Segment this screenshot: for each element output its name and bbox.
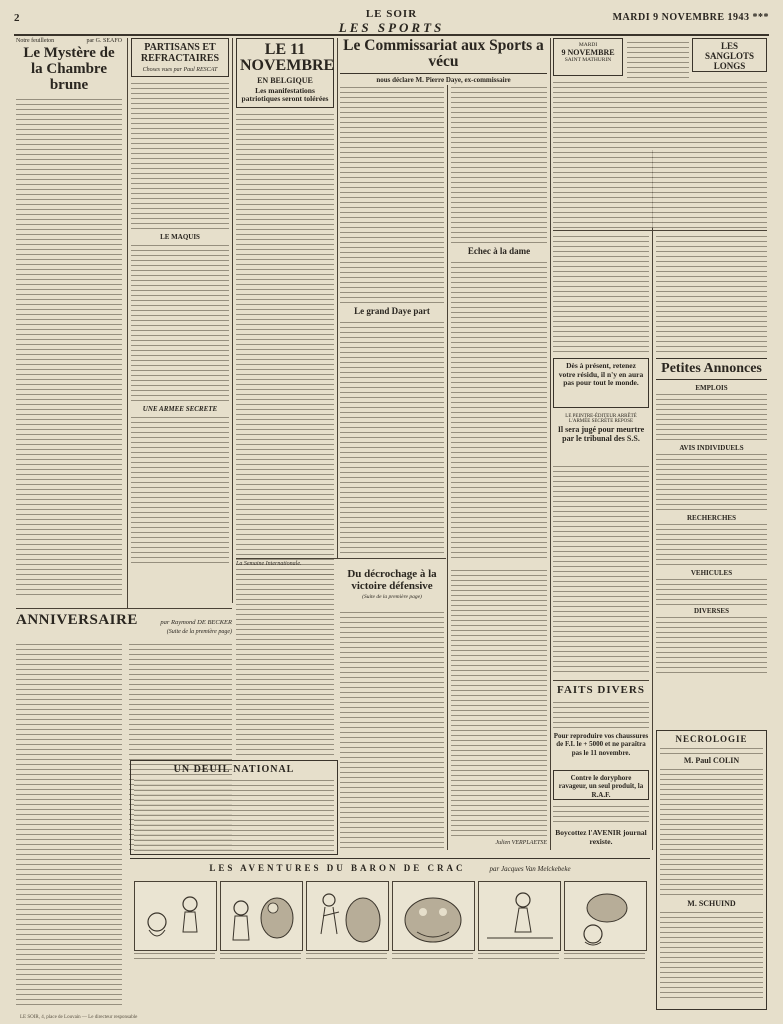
divider <box>553 230 767 231</box>
necrologie-name: M. Paul COLIN <box>683 756 740 765</box>
masthead <box>14 8 769 36</box>
anniversaire-body-left <box>16 642 122 1007</box>
divider <box>236 558 446 559</box>
feuilleton-body <box>16 97 122 597</box>
commissariat-subhead-2: Echec à la dame <box>467 246 531 256</box>
semaine-label: La Semaine Internationale. <box>236 561 302 567</box>
saint-name: SAINT MATHURIN <box>564 57 612 63</box>
commissariat-deck: nous déclare M. Pierre Daye, ex-commissaire <box>376 75 511 84</box>
feuilleton <box>16 38 122 597</box>
doryphore-box: Contre le doryphore ravageur, un seul produit, la R.A.F. <box>553 770 649 800</box>
onze-novembre-deck: Les manifestations patriotiques seront tolérées <box>241 86 329 104</box>
column-rule <box>337 38 338 558</box>
column-rule <box>447 85 448 850</box>
semaine-sub: (Suite de la première page) <box>362 594 422 601</box>
onze-novembre-article <box>236 38 334 577</box>
comic-panel-4 <box>392 881 475 951</box>
commissariat-subhead-1: Le grand Daye part <box>354 306 430 316</box>
sanglots-title: LES SANGLOTS LONGS <box>704 41 755 71</box>
commissariat-title: Le Commissariat aux Sports a vécu <box>340 38 547 74</box>
annonces-section-recherches: RECHERCHES <box>686 514 736 522</box>
annonces-section-avis: AVIS INDIVIDUELS <box>679 444 744 452</box>
divider <box>16 608 232 609</box>
column-rule <box>127 38 128 608</box>
legion-article <box>553 414 649 444</box>
semaine-title: Du décrochage à la victoire défensive <box>347 568 437 593</box>
comic-title: LES AVENTURES DU BARON DE CRAC <box>209 863 466 873</box>
onze-novembre-title: LE 11 NOVEMBRE <box>240 41 335 74</box>
annonces-section-vehicules: VEHICULES <box>690 569 733 577</box>
petites-annonces-title: Petites Annonces <box>656 358 767 380</box>
saint-box <box>553 38 623 76</box>
commissariat-article <box>340 38 547 84</box>
footer-imprint: LE SOIR, 4, place de Louvain — Le directeur responsable <box>20 1015 138 1020</box>
des-present-text: Dès à présent, retenez votre résidu, il n'y en aura pas pour tout le monde. <box>558 361 644 388</box>
partisans-author: Choses vues par Paul RESCAT <box>142 67 218 73</box>
comic-panel-1 <box>134 881 217 951</box>
annonces-section-emplois: EMPLOIS <box>695 384 728 392</box>
comic-panel-2 <box>220 881 303 951</box>
deuil-box <box>130 760 338 855</box>
divider <box>553 680 649 681</box>
column-rule <box>550 38 551 850</box>
faits-divers <box>553 684 649 696</box>
semaine-author: Julien VERPLAETSE <box>495 840 547 846</box>
feuilleton-author: par G. SEAFO <box>86 38 122 44</box>
anniversaire-author: par Raymond DE BECKER <box>160 619 232 626</box>
feuilleton-title: Le Mystère de la Chambre brune <box>23 45 115 93</box>
necrologie-title: NECROLOGIE <box>675 734 748 744</box>
partisans-title: PARTISANS ET REFRACTAIRES <box>140 42 220 64</box>
petites-annonces <box>656 358 767 675</box>
partisans-article <box>131 38 229 565</box>
faits-divers-title: FAITS DIVERS <box>557 684 645 696</box>
paper-name: LE SOIR <box>365 8 418 20</box>
partisans-subhead-2: UNE ARMEE SECRETE <box>142 405 218 413</box>
necrologie-box <box>656 730 767 1010</box>
sanglots-box <box>692 38 767 72</box>
semaine-article <box>236 561 446 567</box>
deuil-title: UN DEUIL NATIONAL <box>173 764 295 775</box>
column-rule <box>232 38 233 603</box>
section-title: LES SPORTS <box>338 20 445 35</box>
anniversaire-title: ANNIVERSAIRE <box>16 612 138 628</box>
faits-divers-notice: Pour reproduire vos chaussures de F.I. le + 5000 et ne paraîtra pas le 11 novembre. <box>553 732 649 757</box>
des-present-box <box>553 358 649 408</box>
comic-author: par Jacques Van Melckebeke <box>489 865 571 873</box>
saint-day: MARDI <box>578 42 598 48</box>
feuilleton-label: Notre feuilleton <box>16 38 55 44</box>
boycott-notice: Boycottez l'AVENIR journal rexiste. <box>555 828 647 846</box>
comic-panel-3 <box>306 881 389 951</box>
legion-line2: L'ARMÉE SECRÈTE REPOSE <box>568 419 634 424</box>
annonces-section-diverses: DIVERSES <box>693 607 729 615</box>
comic-strip <box>130 858 650 1009</box>
partisans-subhead-1: LE MAQUIS <box>160 233 200 241</box>
anniversaire-subtitle: (Suite de la première page) <box>166 629 232 635</box>
page-number: 2 <box>14 12 20 24</box>
legion-head: Il sera jugé pour meurtre par le tribunal des S.S. <box>557 425 645 443</box>
column-rule <box>652 150 653 850</box>
legion-line1: LE PEINTRE-ÉDITEUR ARRÊTÉ <box>565 414 637 419</box>
anniversaire-article <box>16 612 232 635</box>
saint-date: 9 NOVEMBRE <box>561 48 615 57</box>
necrologie-name-2: M. SCHUIND <box>687 899 736 908</box>
onze-novembre-sub: EN BELGIQUE <box>257 76 313 85</box>
comic-panel-5 <box>478 881 561 951</box>
issue-date: MARDI 9 NOVEMBRE 1943 *** <box>612 12 769 23</box>
comic-panel-6 <box>564 881 647 951</box>
